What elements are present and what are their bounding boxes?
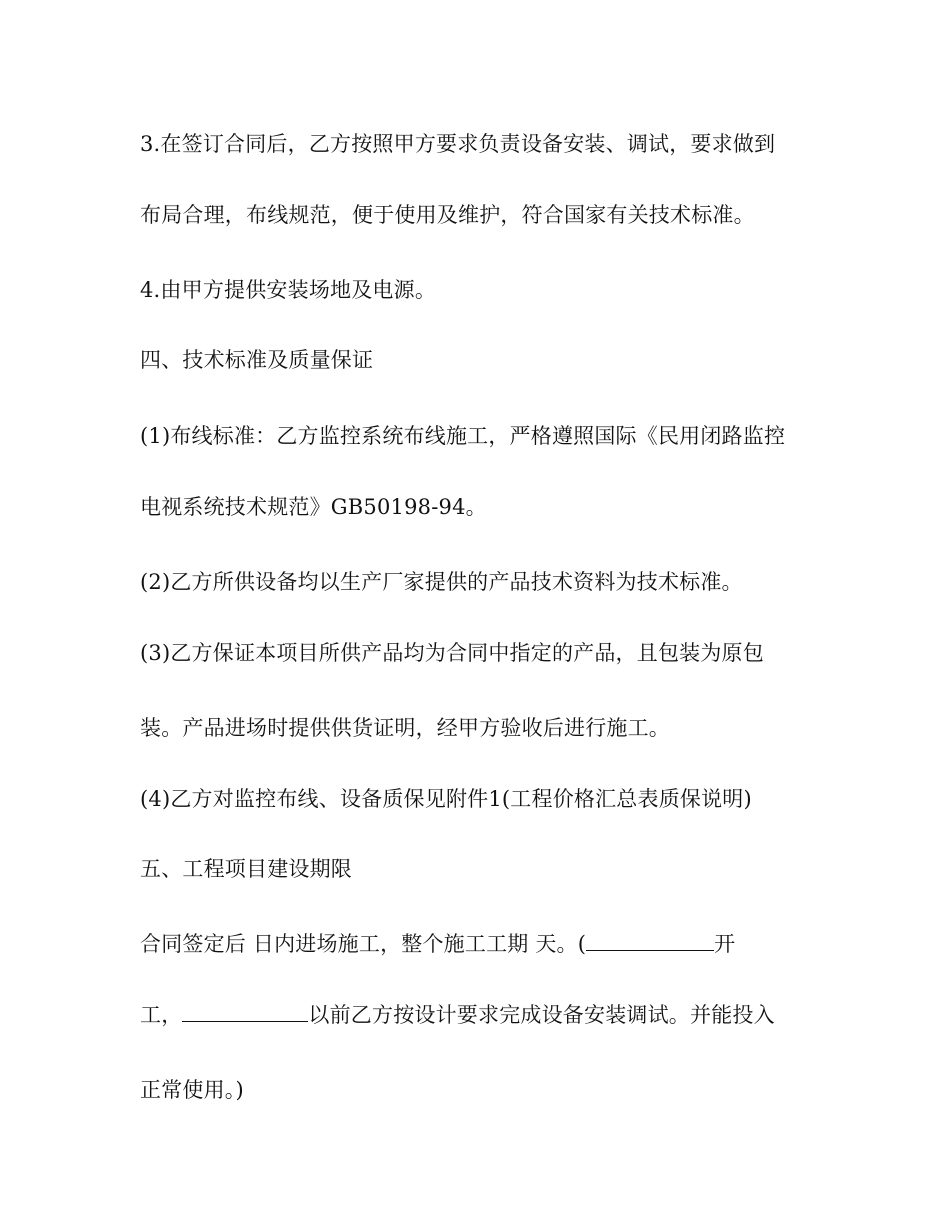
- item-3-line-1: (3)乙方保证本项目所供产品均为合同中指定的产品，且包装为原包: [140, 641, 764, 665]
- item-1-line-1: (1)布线标准：乙方监控系统布线施工，严格遵照国际《民用闭路监控: [140, 424, 786, 448]
- section-5-heading: 五、工程项目建设期限: [140, 857, 352, 881]
- schedule-line-1: [140, 930, 735, 958]
- schedule-line-3: 正常使用。): [140, 1078, 244, 1102]
- schedule-line-2-text: 以前乙方按设计要求完成设备安装调试。并能投入: [308, 1003, 775, 1027]
- schedule-line-1-end: 开: [714, 932, 736, 956]
- clause-3-line-2: 布局合理，布线规范，便于使用及维护，符合国家有关技术标准。: [140, 203, 755, 227]
- schedule-line-1-text: 合同签定后 日内进场施工，整个施工工期 天。(: [140, 932, 587, 956]
- item-4: (4)乙方对监控布线、设备质保见附件1(工程价格汇总表质保说明): [140, 787, 752, 811]
- start-date-blank: [586, 932, 714, 951]
- item-1-line-2: 电视系统技术规范》GB50198-94。: [140, 495, 487, 519]
- clause-4: 4.由甲方提供安装场地及电源。: [140, 278, 437, 302]
- completion-date-blank: [182, 1003, 308, 1022]
- schedule-line-2-start: 工，: [140, 1003, 183, 1027]
- item-3-line-2: 装。产品进场时提供供货证明，经甲方验收后进行施工。: [140, 716, 670, 740]
- schedule-line-2: [140, 1001, 775, 1029]
- section-4-heading: 四、技术标准及质量保证: [140, 348, 374, 372]
- clause-3-line-1: 3.在签订合同后，乙方按照甲方要求负责设备安装、调试，要求做到: [140, 132, 776, 156]
- item-2: (2)乙方所供设备均以生产厂家提供的产品技术资料为技术标准。: [140, 570, 743, 594]
